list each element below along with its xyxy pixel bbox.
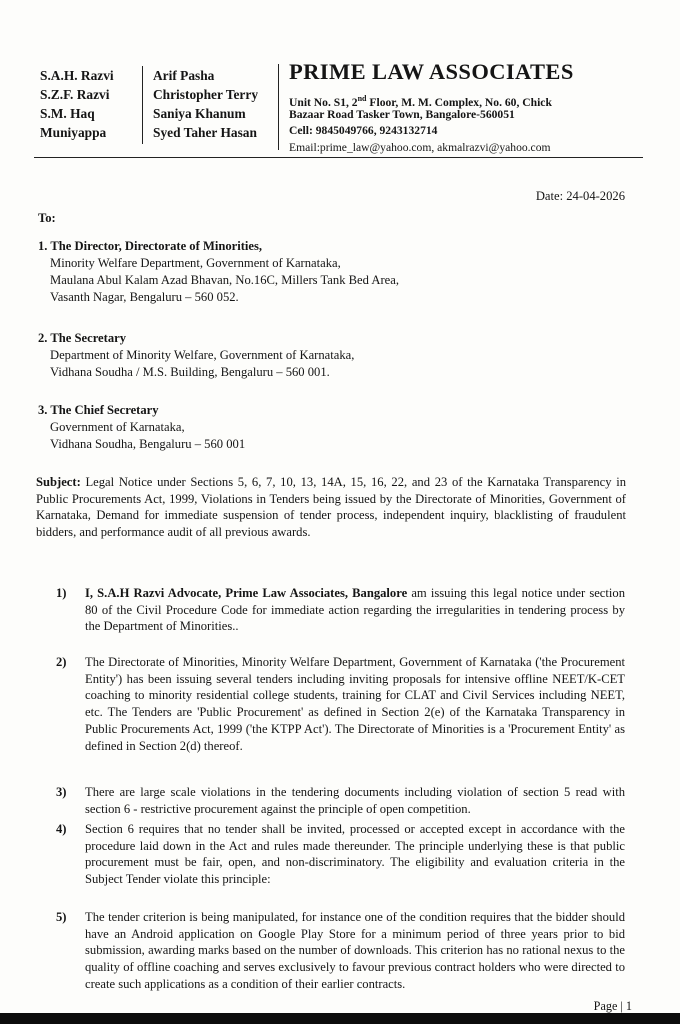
page-number: Page | 1 (593, 999, 632, 1013)
recipient-address-line: Vidhana Soudha, Bengaluru – 560 001 (50, 437, 246, 451)
subject-label: Subject: (36, 475, 81, 489)
recipient-address-line: Department of Minority Welfare, Government of Karnataka, (50, 348, 355, 362)
partner-name: S.A.H. Razvi (40, 68, 114, 83)
letterhead-rule (34, 157, 643, 158)
subject-text: Legal Notice under Sections 5, 6, 7, 10, 13, 14A, 15, 16, 22, and 23 of the Karnataka Transparency in Public Procurements Act, 1999, Violations in Tenders being issued by the Directorate of Minorities, Government of Karnataka, Demand for immediate suspension of tender process, independent inquiry, blacklisting of fraudulent bidders, and performance audit of all previous awards. (36, 475, 626, 540)
letterhead-divider (278, 64, 279, 150)
point-paragraph: Section 6 requires that no tender shall be invited, processed or accepted except in accordance with the procedure laid down in the Act and rules made thereunder. The principle underlying these is that public procurement must be fair, open, and non-discriminatory. The eligibility and evaluation criteria in the Subject Tender violate this principle: (85, 822, 625, 887)
partner-name: Syed Taher Hasan (153, 125, 257, 140)
point-number: 5) (56, 910, 67, 924)
point-number: 4) (56, 822, 67, 836)
point-number: 1) (56, 586, 67, 600)
recipient-address-line: Vasanth Nagar, Bengaluru – 560 052. (50, 290, 239, 304)
point-paragraph: There are large scale violations in the tendering documents including violation of section 5 read with section 6 - restrictive procurement against the principle of open competition. (85, 785, 625, 816)
subject-paragraph (36, 474, 626, 541)
bottom-bar (0, 1013, 680, 1024)
recipient-address-line: Government of Karnataka, (50, 420, 185, 434)
partner-name: Saniya Khanum (153, 106, 246, 121)
firm-cell: Cell: 9845049766, 9243132714 (289, 124, 438, 137)
recipient-address-line: Maulana Abul Kalam Azad Bhavan, No.16C, Millers Tank Bed Area, (50, 273, 399, 287)
recipient-address-line: Vidhana Soudha / M.S. Building, Bengaluru – 560 001. (50, 365, 330, 379)
partner-name: Arif Pasha (153, 68, 215, 83)
point-bold-lead: I, S.A.H Razvi Advocate, Prime Law Associates, Bangalore (85, 586, 408, 600)
recipient-address-line: Minority Welfare Department, Government of Karnataka, (50, 256, 341, 270)
to-label: To: (38, 211, 56, 225)
point-number: 3) (56, 785, 67, 799)
recipient-heading: 2. The Secretary (38, 331, 127, 345)
partner-name: Muniyappa (40, 125, 107, 140)
point-paragraph: The Directorate of Minorities, Minority Welfare Department, Government of Karnataka ('the Procurement Entity') has been issuing several tenders including inviting proposals for intensive offline NEET/K-CET coaching to minority residential college students, training for CLAT and Civil Services including NEET, etc. The Tenders are 'Public Procurement' as defined in Section 2(e) of the Karnataka Transparency in Public Procurements Act, 1999 ('the KTPP Act'). The Directorate of Minorities is a 'Procurement Entity' as defined in Section 2(d) thereof. (85, 655, 625, 753)
point-paragraph: The tender criterion is being manipulated, for instance one of the condition requires that the bidder should have an Android application on Google Play Store for a minimum period of three years prior to bid submission, awarding marks based on the number of downloads. This criterion has no rational nexus to the quality of offline coaching and serves exclusively to favour previous contract holders who were directed to create such applications as a condition of their earlier contracts. (85, 910, 625, 991)
point-text: am issuing this legal notice under section 80 of the Civil Procedure Code for immediate action regarding the irregularities in tendering process by the Department of Minorities.. (85, 586, 625, 634)
point-paragraph (85, 585, 625, 635)
partner-name: S.M. Haq (40, 106, 95, 121)
partner-name: Christopher Terry (153, 87, 259, 102)
letterhead-divider (142, 66, 143, 144)
partner-name: S.Z.F. Razvi (40, 87, 110, 102)
letter-date: Date: 24-04-2026 (535, 189, 625, 203)
recipient-heading: 1. The Director, Directorate of Minorities, (38, 239, 263, 253)
point-number: 2) (56, 655, 67, 669)
firm-name: PRIME LAW ASSOCIATES (289, 59, 574, 84)
firm-email: Email:prime_law@yahoo.com, akmalrazvi@yahoo.com (289, 141, 551, 154)
recipient-heading: 3. The Chief Secretary (38, 403, 159, 417)
firm-address-line-2: Bazaar Road Tasker Town, Bangalore-560051 (289, 108, 515, 121)
firm-address-line-1: Unit No. S1, 2nd Floor, M. M. Complex, No. 60, Chick (289, 94, 552, 109)
